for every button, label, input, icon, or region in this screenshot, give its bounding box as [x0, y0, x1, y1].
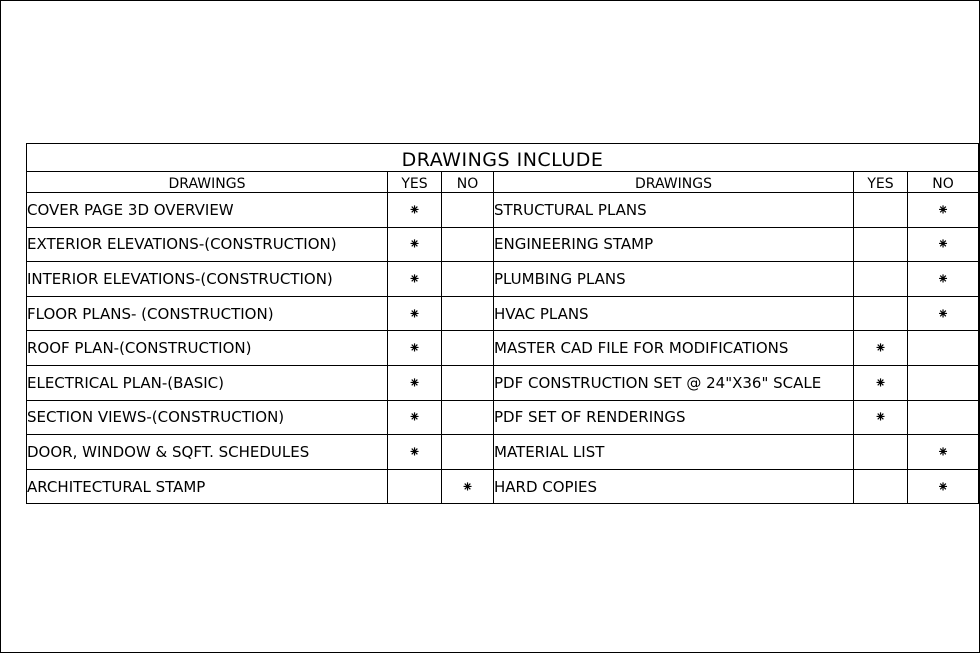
right-drawing-name: STRUCTURAL PLANS — [494, 193, 854, 228]
left-drawing-name: ARCHITECTURAL STAMP — [27, 469, 388, 504]
table-row — [27, 469, 979, 504]
left-yes-mark: ⁕ — [388, 193, 442, 228]
left-drawing-name: INTERIOR ELEVATIONS-(CONSTRUCTION) — [27, 262, 388, 297]
left-no-mark: ⁕ — [442, 469, 494, 504]
left-no-mark — [442, 193, 494, 228]
right-drawing-name: PDF CONSTRUCTION SET @ 24"X36" SCALE — [494, 365, 854, 400]
left-yes-mark: ⁕ — [388, 296, 442, 331]
left-no-mark — [442, 262, 494, 297]
right-yes-mark: ⁕ — [854, 400, 908, 435]
table-header-row — [27, 172, 979, 193]
left-no-mark — [442, 227, 494, 262]
left-no-mark — [442, 365, 494, 400]
right-drawings-header: DRAWINGS — [494, 172, 854, 193]
left-drawing-name: FLOOR PLANS- (CONSTRUCTION) — [27, 296, 388, 331]
right-drawing-name: PLUMBING PLANS — [494, 262, 854, 297]
left-yes-mark: ⁕ — [388, 331, 442, 366]
right-yes-mark: ⁕ — [854, 365, 908, 400]
right-no-mark: ⁕ — [908, 227, 979, 262]
right-no-mark: ⁕ — [908, 435, 979, 470]
right-yes-mark — [854, 435, 908, 470]
left-yes-mark: ⁕ — [388, 262, 442, 297]
drawings-include-table — [26, 143, 979, 504]
right-no-mark: ⁕ — [908, 262, 979, 297]
table-row — [27, 400, 979, 435]
right-drawing-name: HARD COPIES — [494, 469, 854, 504]
left-no-mark — [442, 400, 494, 435]
right-yes-header: YES — [854, 172, 908, 193]
right-yes-mark — [854, 469, 908, 504]
right-no-mark — [908, 365, 979, 400]
table-row — [27, 227, 979, 262]
table-title: DRAWINGS INCLUDE — [27, 144, 979, 172]
right-yes-mark — [854, 227, 908, 262]
right-yes-mark: ⁕ — [854, 331, 908, 366]
table-row — [27, 193, 979, 228]
table-row — [27, 365, 979, 400]
right-drawing-name: MASTER CAD FILE FOR MODIFICATIONS — [494, 331, 854, 366]
table-row — [27, 262, 979, 297]
left-no-header: NO — [442, 172, 494, 193]
left-yes-mark: ⁕ — [388, 227, 442, 262]
right-yes-mark — [854, 296, 908, 331]
right-drawing-name: HVAC PLANS — [494, 296, 854, 331]
right-yes-mark — [854, 193, 908, 228]
table-row — [27, 435, 979, 470]
left-no-mark — [442, 435, 494, 470]
left-drawing-name: COVER PAGE 3D OVERVIEW — [27, 193, 388, 228]
right-drawing-name: ENGINEERING STAMP — [494, 227, 854, 262]
right-yes-mark — [854, 262, 908, 297]
left-drawing-name: SECTION VIEWS-(CONSTRUCTION) — [27, 400, 388, 435]
right-drawing-name: PDF SET OF RENDERINGS — [494, 400, 854, 435]
left-yes-header: YES — [388, 172, 442, 193]
left-yes-mark — [388, 469, 442, 504]
table-row — [27, 296, 979, 331]
left-drawing-name: ROOF PLAN-(CONSTRUCTION) — [27, 331, 388, 366]
right-no-mark — [908, 331, 979, 366]
left-drawing-name: EXTERIOR ELEVATIONS-(CONSTRUCTION) — [27, 227, 388, 262]
table-title-row — [27, 144, 979, 172]
left-drawing-name: ELECTRICAL PLAN-(BASIC) — [27, 365, 388, 400]
right-no-mark: ⁕ — [908, 193, 979, 228]
right-no-mark — [908, 400, 979, 435]
left-yes-mark: ⁕ — [388, 435, 442, 470]
left-yes-mark: ⁕ — [388, 400, 442, 435]
left-yes-mark: ⁕ — [388, 365, 442, 400]
right-no-header: NO — [908, 172, 979, 193]
left-no-mark — [442, 331, 494, 366]
table-row — [27, 331, 979, 366]
left-drawings-header: DRAWINGS — [27, 172, 388, 193]
right-drawing-name: MATERIAL LIST — [494, 435, 854, 470]
right-no-mark: ⁕ — [908, 469, 979, 504]
right-no-mark: ⁕ — [908, 296, 979, 331]
left-no-mark — [442, 296, 494, 331]
left-drawing-name: DOOR, WINDOW & SQFT. SCHEDULES — [27, 435, 388, 470]
